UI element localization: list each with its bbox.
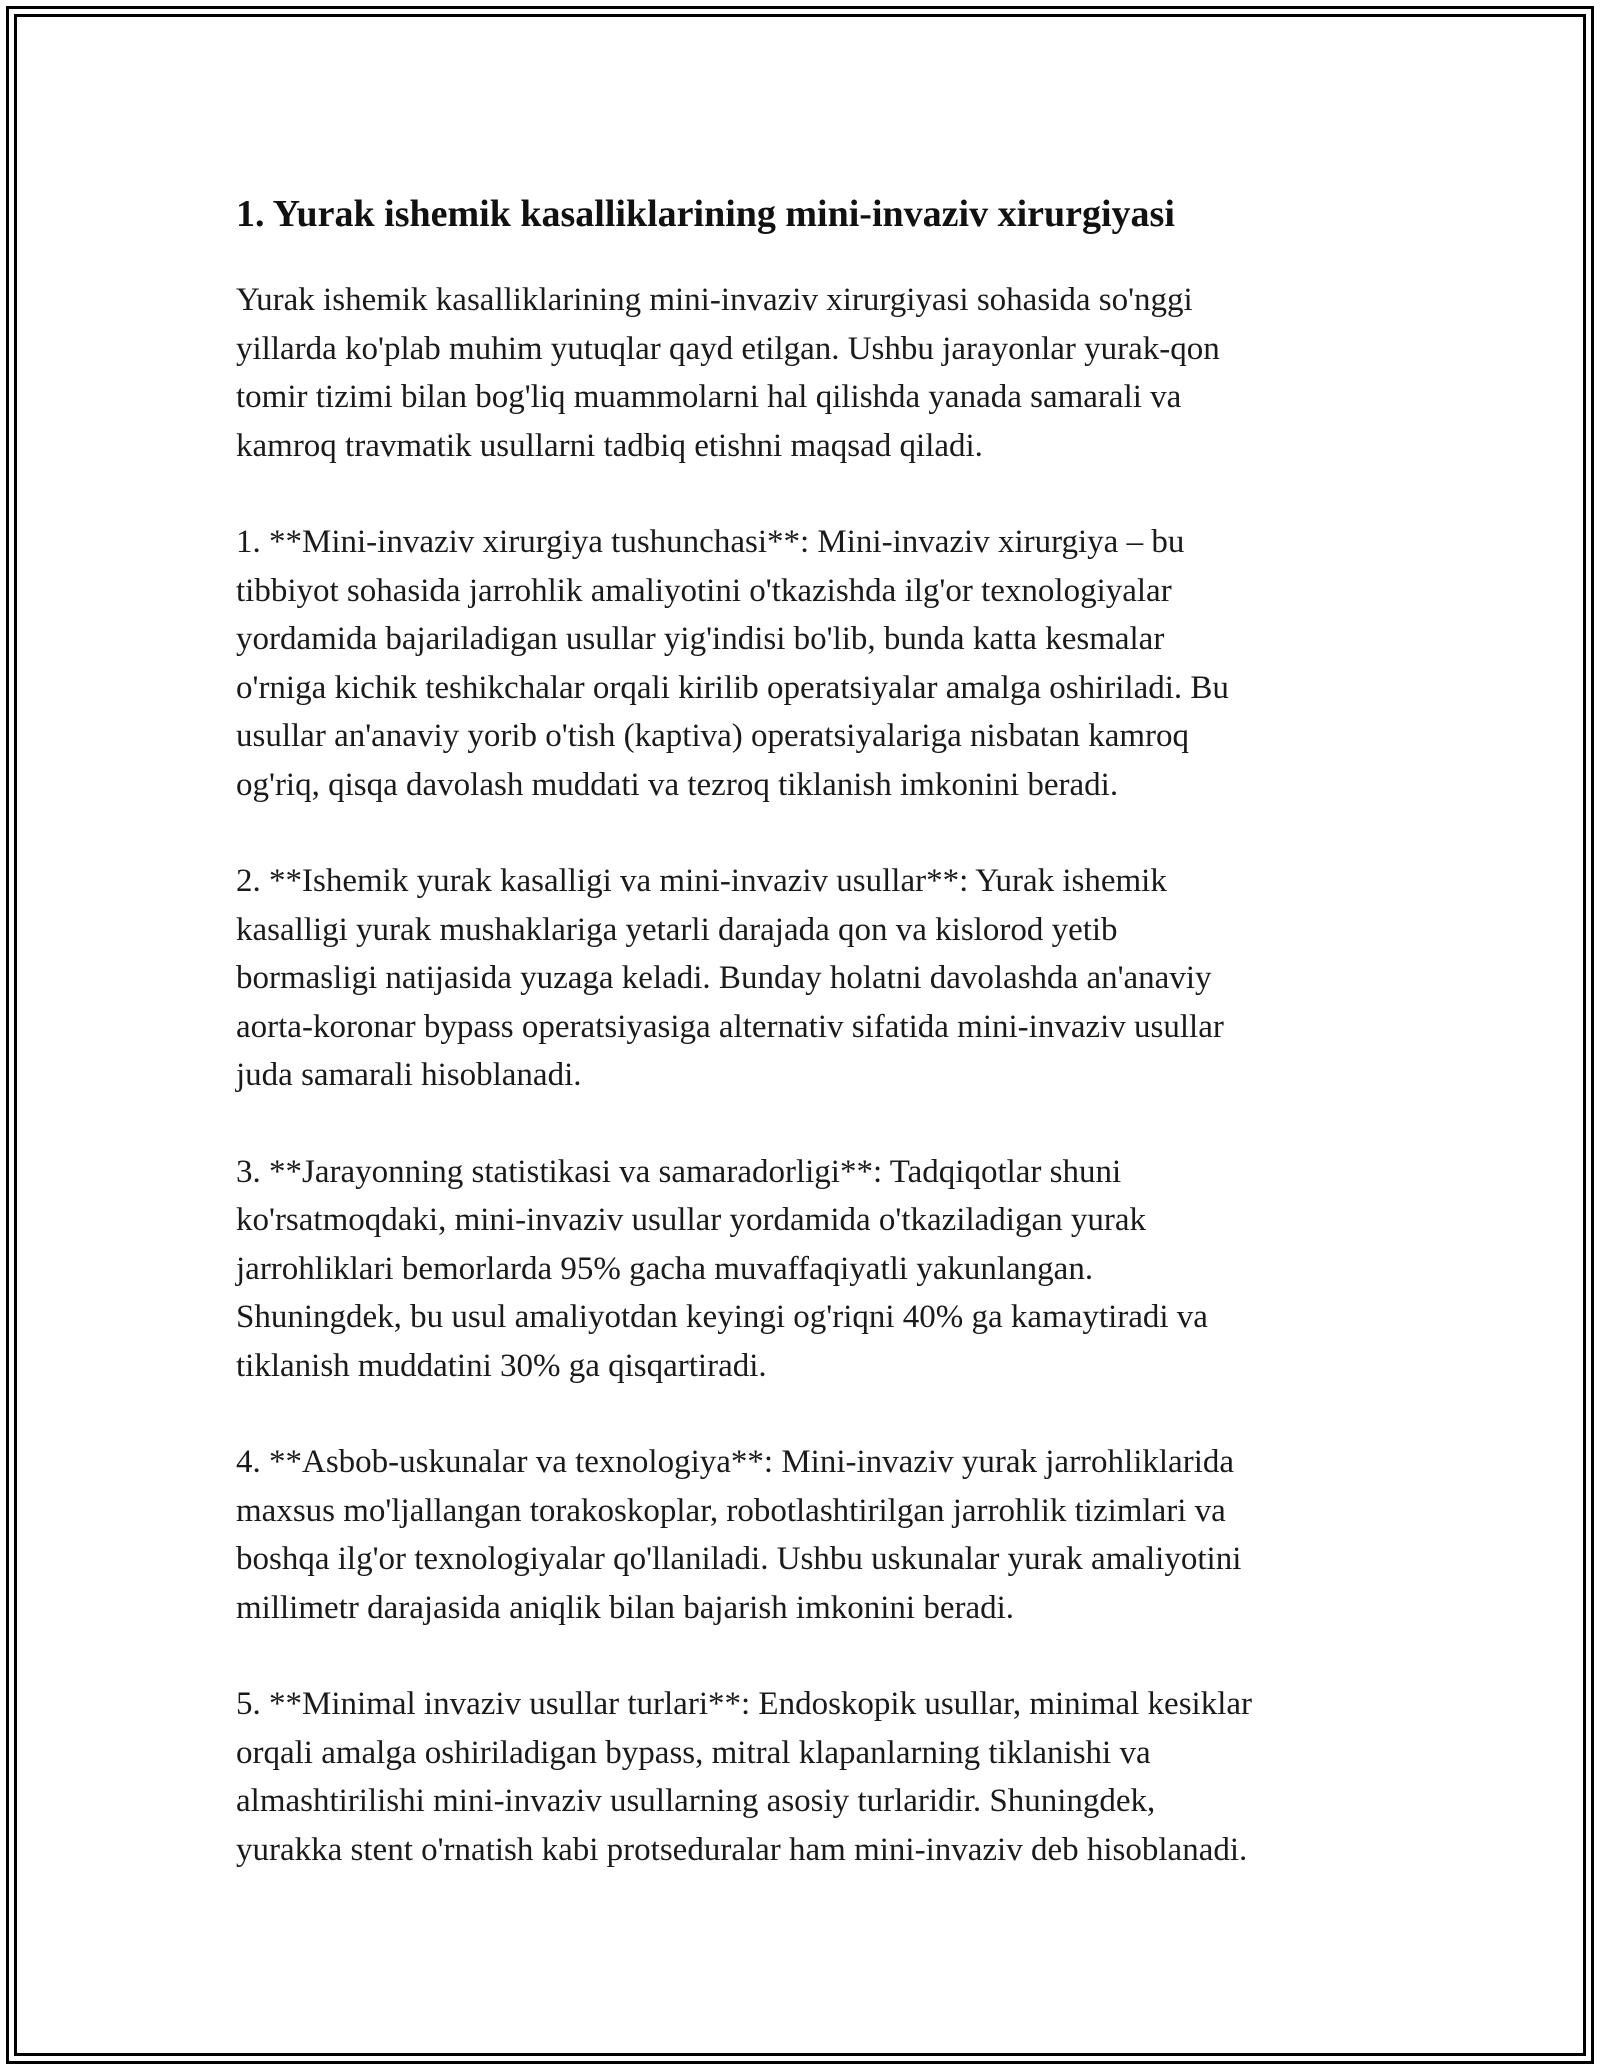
document-title: 1. Yurak ishemik kasalliklarining mini-invaziv xirurgiyasi [236, 193, 1175, 235]
paragraph-item-2: 2. **Ishemik yurak kasalligi va mini-invaziv usullar**: Yurak ishemik kasalligi yurak mushaklariga yetarli darajada qon va kislorod yetib bormasligi natijasida yuzaga keladi. Bunday holatni davolashda an'anaviy aorta-koronar bypass operatsiyasiga alternativ sifatida mini-invaziv usullar juda samarali hisoblanadi. [236, 863, 1224, 1093]
paragraph-item-4: 4. **Asbob-uskunalar va texnologiya**: Mini-invaziv yurak jarrohliklarida maxsus mo'ljallangan torakoskoplar, robotlashtirilgan jarrohlik tizimlari va boshqa ilg'or texnologiyalar qo'llaniladi. Ushbu uskunalar yurak amaliyotini millimetr darajasida aniqlik bilan bajarish imkonini beradi. [236, 1444, 1242, 1626]
paragraph-item-5: 5. **Minimal invaziv usullar turlari**: Endoskopik usullar, minimal kesiklar orqali amalga oshiriladigan bypass, mitral klapanlarning tiklanishi va almashtirilishi mini-invaziv usullarning asosiy turlaridir. Shuningdek, yurakka stent o'rnatish kabi protseduralar ham mini-invaziv deb hisoblanadi. [236, 1686, 1253, 1868]
document-body [236, 188, 1386, 1922]
paragraph-item-3: 3. **Jarayonning statistikasi va samaradorligi**: Tadqiqotlar shuni ko'rsatmoqdaki, mini-invaziv usullar yordamida o'tkaziladigan yurak jarrohliklari bemorlarda 95% gacha muvaffaqiyatli yakunlangan. Shuningdek, bu usul amaliyotdan keyingi og'riqni 40% ga kamaytiradi va tiklanish muddatini 30% ga qisqartiradi. [236, 1153, 1208, 1384]
intro-paragraph: Yurak ishemik kasalliklarining mini-invaziv xirurgiyasi sohasida so'nggi yillarda ko'plab muhim yutuqlar qayd etilgan. Ushbu jarayonlar yurak-qon tomir tizimi bilan bog'liq muammolarni hal qilishda yanada samarali va kamroq travmatik usullarni tadbiq etishni maqsad qiladi. [236, 282, 1220, 464]
paragraph-item-1: 1. **Mini-invaziv xirurgiya tushunchasi**: Mini-invaziv xirurgiya – bu tibbiyot sohasida jarrohlik amaliyotini o'tkazishda ilg'or texnologiyalar yordamida bajariladigan usullar yig'indisi bo'lib, bunda katta kesmalar o'rniga kichik teshikchalar orqali kirilib operatsiyalar amalga oshiriladi. Bu usullar an'anaviy yorib o'tish (kaptiva) operatsiyalariga nisbatan kamroq og'riq, qisqa davolash muddati va tezroq tiklanish imkonini beradi. [236, 524, 1229, 803]
